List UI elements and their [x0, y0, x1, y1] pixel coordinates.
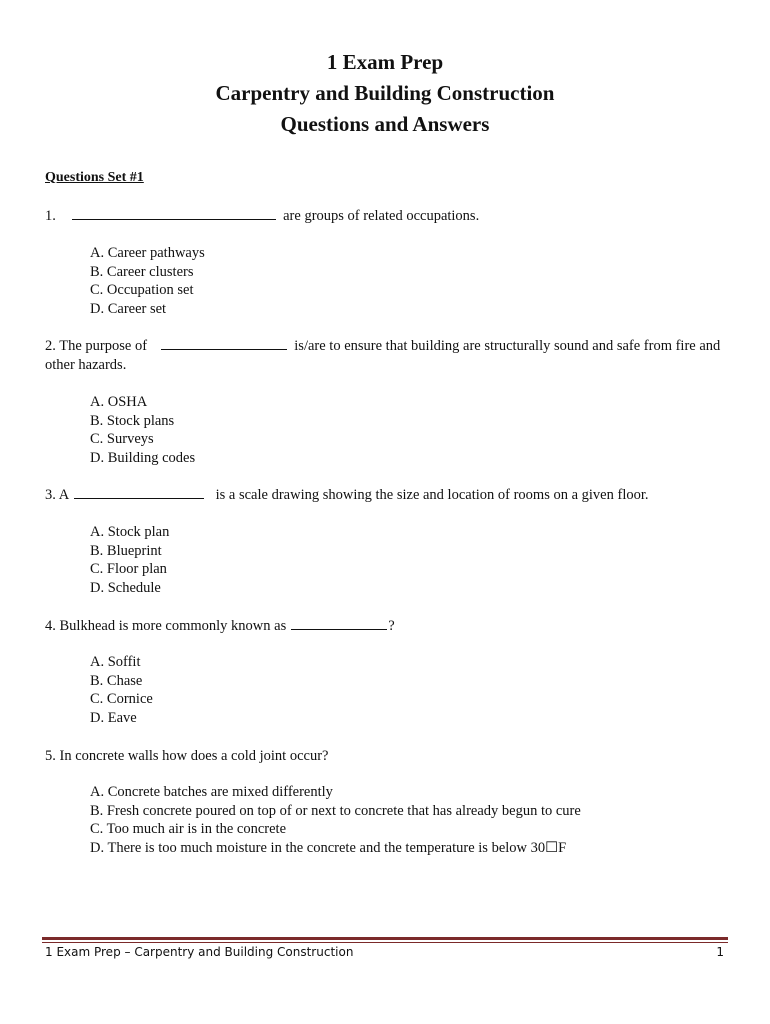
question-2-prefix: 2. The purpose of	[45, 338, 148, 354]
question-2	[45, 337, 735, 374]
option: C. Surveys	[90, 431, 154, 448]
option: B. Career clusters	[90, 263, 194, 280]
question-3	[45, 486, 735, 505]
option: B. Stock plans	[90, 412, 175, 429]
option: A. OSHA	[90, 394, 148, 410]
document-subtitle-2: Questions and Answers	[280, 112, 490, 136]
option: B. Fresh concrete poured on top of or next to concrete that has already begun to cure	[90, 802, 581, 819]
question-1-prefix: 1.	[45, 208, 56, 224]
footer-rule	[42, 937, 728, 940]
question-4-prefix: 4. Bulkhead is more commonly known as	[45, 618, 287, 634]
answer-blank	[74, 486, 204, 499]
option: A. Concrete batches are mixed differently	[90, 784, 333, 800]
document-subtitle: Carpentry and Building Construction	[215, 81, 555, 105]
option: C. Too much air is in the concrete	[90, 821, 287, 838]
question-4	[45, 617, 735, 636]
option: A. Stock plan	[90, 524, 170, 540]
question-3-text: is a scale drawing showing the size and location of rooms on a given floor.	[215, 487, 649, 503]
question-5: 5. In concrete walls how does a cold joint occur?	[45, 748, 329, 764]
option: A. Soffit	[90, 654, 141, 670]
question-1-text: are groups of related occupations.	[283, 208, 480, 224]
footer-rule-thin	[42, 942, 728, 943]
option: D. Building codes	[90, 449, 196, 466]
question-set-heading: Questions Set #1	[45, 170, 144, 185]
question-1	[45, 207, 735, 226]
question-5-options	[90, 783, 581, 857]
footer-title: 1 Exam Prep – Carpentry and Building Construction	[45, 945, 354, 959]
page-number: 1	[716, 945, 724, 959]
answer-blank	[72, 207, 276, 220]
question-3-options	[90, 523, 169, 597]
question-4-text: ?	[388, 618, 395, 634]
option: D. Schedule	[90, 579, 161, 596]
question-1-options	[90, 244, 205, 318]
answer-blank	[291, 617, 387, 630]
question-3-prefix: 3. A	[45, 487, 69, 503]
question-2-options	[90, 393, 195, 467]
document-title: 1 Exam Prep	[326, 50, 444, 74]
option: D. Career set	[90, 300, 167, 317]
option: B. Blueprint	[90, 542, 162, 559]
question-2-text: is/are to ensure that building are structurally sound and safe from fire and other hazards.	[45, 338, 721, 373]
question-4-options	[90, 653, 153, 727]
option: C. Cornice	[90, 691, 153, 708]
option: A. Career pathways	[90, 245, 205, 261]
option: D. There is too much moisture in the concrete and the temperature is below 30☐F	[90, 839, 567, 856]
option: B. Chase	[90, 672, 143, 689]
option: D. Eave	[90, 709, 137, 726]
answer-blank	[161, 337, 287, 350]
option: C. Floor plan	[90, 561, 167, 578]
option: C. Occupation set	[90, 282, 194, 299]
